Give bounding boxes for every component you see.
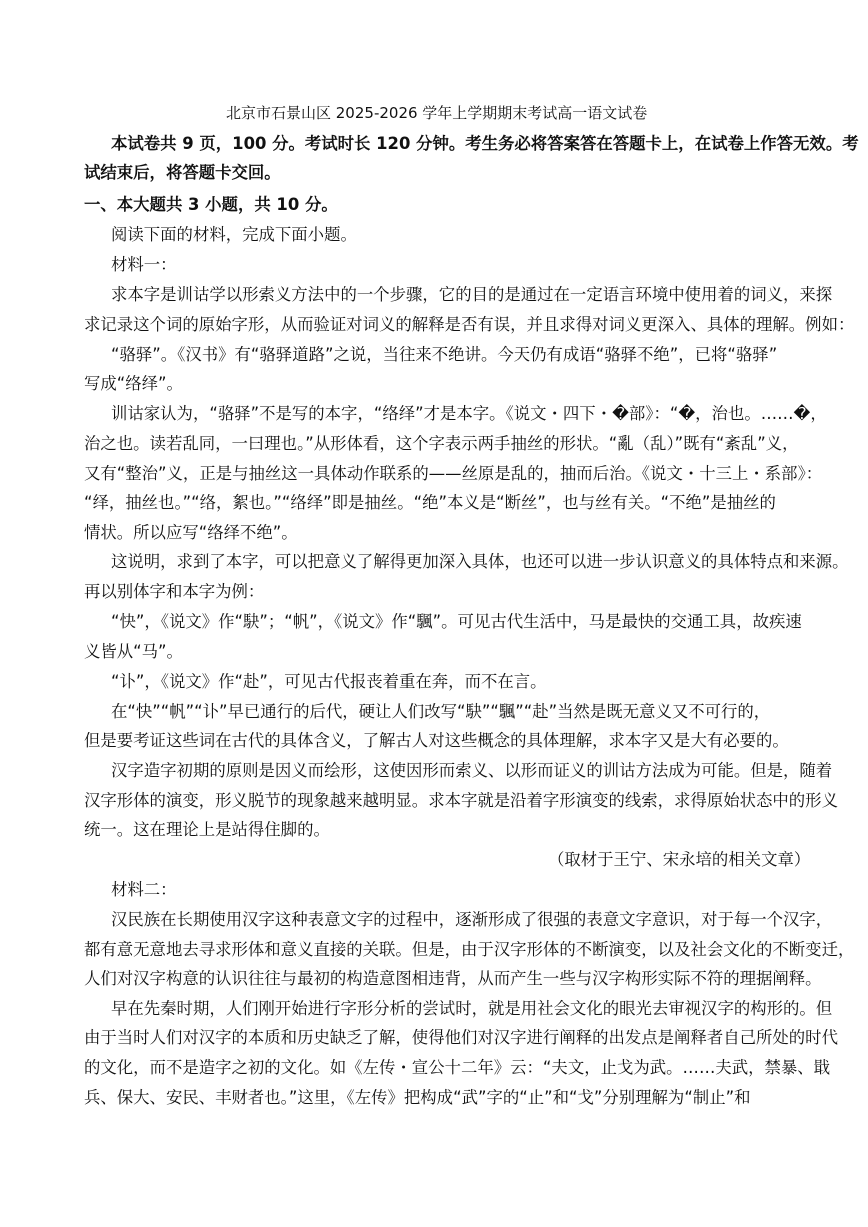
text-line: 统一。这在理论上是站得住脚的。 <box>84 820 330 839</box>
text-line: 义皆从“马”。 <box>84 642 183 661</box>
exam-title: 北京市石景山区 2025-2026 学年上学期期末考试高一语文试卷 <box>226 104 648 122</box>
text-line: 但是要考证这些词在古代的具体含义，了解古人对这些概念的具体理解，求本字又是大有必要的。 <box>84 731 789 750</box>
text-line: 这说明，求到了本字，可以把意义了解得更加深入具体，也还可以进一步认识意义的具体特点和来源。 <box>111 552 849 571</box>
text-line: “骆驿”。《汉书》有“骆驿道路”之说，当往来不绝讲。今天仍有成语“骆驿不绝”，已将“骆驿” <box>111 345 778 364</box>
text-line: 写成“络绎”。 <box>84 374 183 393</box>
text-line: 早在先秦时期，人们刚开始进行字形分析的尝试时，就是用社会文化的眼光去审视汉字的构形的。但 <box>111 999 833 1018</box>
material-label: 材料二： <box>111 880 177 899</box>
text-line: 汉字造字初期的原则是因义而绘形，这使因形而索义、以形而证义的训诂方法成为可能。但是，随着 <box>111 761 833 780</box>
text-line: 情状。所以应写“络绎不绝”。 <box>84 523 298 542</box>
text-line: 又有“整治”义，正是与抽丝这一具体动作联系的——丝原是乱的，抽而后治。《说文・十三上・系部》： <box>84 464 823 483</box>
reading-prompt: 阅读下面的材料，完成下面小题。 <box>111 225 357 244</box>
text-line: 汉民族在长期使用汉字这种表意文字的过程中，逐渐形成了很强的表意文字意识，对于每一个汉字， <box>111 910 833 929</box>
instructions-line: 本试卷共 9 页，100 分。考试时长 120 分钟。考生务必将答案答在答题卡上，在试卷上作答无效。考 <box>111 134 859 153</box>
text-line: 兵、保大、安民、丰财者也。”这里，《左传》把构成“武”字的“止”和“戈”分别理解为“制止”和 <box>84 1088 751 1107</box>
material-label: 材料一： <box>111 255 177 274</box>
text-line: 训诂家认为，“骆驿”不是写的本字，“络绎”才是本字。《说文・四下・�部》：“�，治也。……�， <box>111 404 827 423</box>
text-line: 在“快”“帆”“讣”早已通行的后代，硬让人们改写“駃”“颿”“赴”当然是既无意义又不可行的， <box>111 702 771 721</box>
text-line: 由于当时人们对汉字的本质和历史缺乏了解，使得他们对汉字进行阐释的出发点是阐释者自己所处的时代 <box>84 1028 838 1047</box>
text-line: 再以别体字和本字为例： <box>84 582 265 601</box>
text-line: 的文化，而不是造字之初的文化。如《左传・宣公十二年》云：“夫文，止戈为武。……夫武，禁暴、戢 <box>84 1058 831 1077</box>
text-line: “快”，《说文》作“駃”；“帆”，《说文》作“颿”。可见古代生活中，马是最快的交通工具，故疾速 <box>111 612 802 631</box>
text-line: “讣”，《说文》作“赴”，可见古代报丧着重在奔，而不在言。 <box>111 672 547 691</box>
text-line: “绎，抽丝也。”“络，絮也。”“络绎”即是抽丝。“绝”本义是“断丝”，也与丝有关。“不绝”是抽丝的 <box>84 493 776 512</box>
text-line: 求本字是训诂学以形索义方法中的一个步骤，它的目的是通过在一定语言环境中使用着的词义，来探 <box>111 285 833 304</box>
instructions-line: 试结束后，将答题卡交回。 <box>84 163 281 182</box>
text-line: 治之也。读若乱同，一曰理也。”从形体看，这个字表示两手抽丝的形状。“亂（乱）”既有“紊乱”义， <box>84 434 799 453</box>
text-line: 都有意无意地去寻求形体和意义直接的关联。但是，由于汉字形体的不断演变，以及社会文化的不断变迁， <box>84 940 855 959</box>
text-line: 求记录这个词的原始字形，从而验证对词义的解释是否有误，并且求得对词义更深入、具体的理解。例如： <box>84 315 855 334</box>
source-citation: （取材于王宁、宋永培的相关文章） <box>548 850 811 869</box>
section-heading: 一、本大题共 3 小题，共 10 分。 <box>84 195 338 214</box>
text-line: 人们对汉字构意的认识往往与最初的构造意图相违背，从而产生一些与汉字构形实际不符的理据阐释。 <box>84 969 822 988</box>
text-line: 汉字形体的演变，形义脱节的现象越来越明显。求本字就是沿着字形演变的线索，求得原始状态中的形义 <box>84 791 838 810</box>
